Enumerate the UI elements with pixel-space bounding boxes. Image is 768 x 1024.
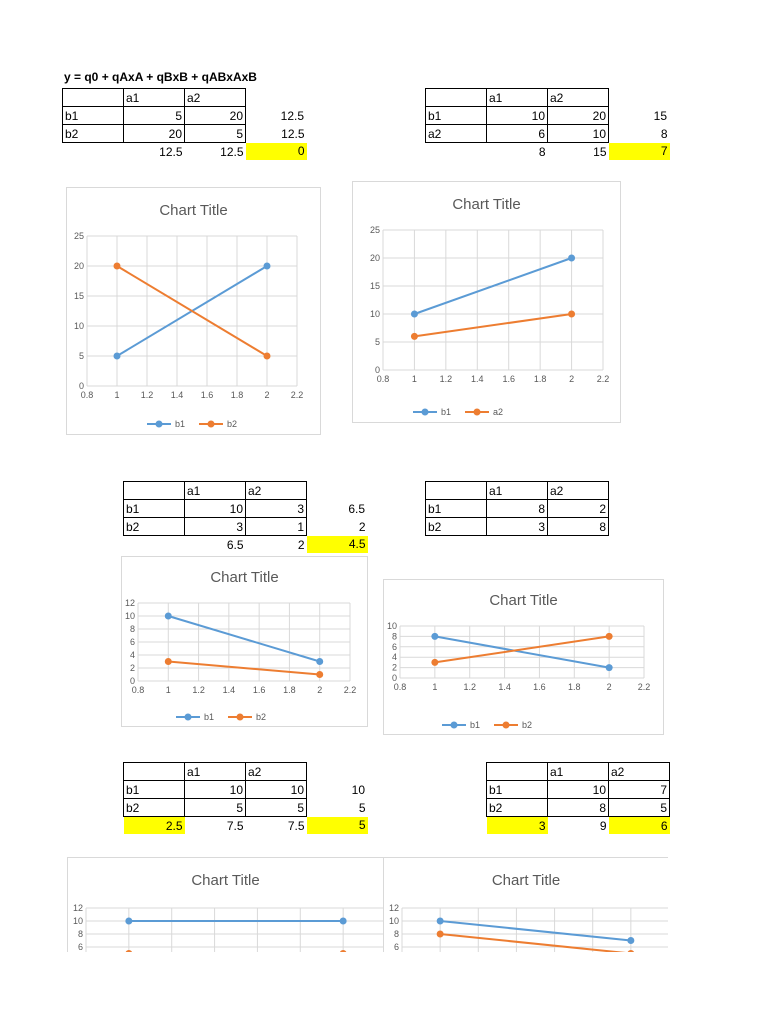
table-cell[interactable]: a2 [609,763,670,781]
table-cell[interactable]: 5 [609,799,670,817]
formula-text: y = q0 + qAxA + qBxB + qABxAxB [64,70,257,84]
table-row [124,817,368,835]
chart-svg [353,182,620,422]
data-point [125,918,132,925]
table-cell[interactable]: 10 [185,781,246,799]
legend-label: b2 [522,720,533,730]
table-cell[interactable]: 2 [548,500,609,518]
y-tick-label: 25 [73,231,84,241]
legend-marker [185,714,192,721]
table-cell[interactable]: 3 [246,500,307,518]
data-table-5 [123,762,368,834]
table-cell[interactable]: 1 [246,518,307,536]
x-tick-label: 1.2 [463,682,476,692]
x-tick-label: 2 [264,390,270,400]
table-cell[interactable]: 15 [593,144,607,159]
table-cell[interactable]: 10 [246,781,307,799]
table-cell[interactable]: a2 [185,89,246,107]
y-tick-label: 10 [124,611,135,621]
chart-title: Chart Title [159,202,228,219]
table-cell[interactable]: 12.5 [159,144,183,159]
data-table-6 [486,762,670,834]
table-cell[interactable]: 9 [599,818,607,833]
y-tick-label: 12 [388,903,399,913]
table-row [426,482,609,500]
table-cell[interactable]: b2 [63,125,124,143]
table-cell[interactable] [124,763,185,781]
x-tick-label: 1.8 [283,685,296,695]
data-point [165,613,172,620]
data-point [114,263,121,270]
data-point [316,671,323,678]
table-cell[interactable]: 2.5 [124,817,185,835]
table-cell[interactable]: a2 [548,89,609,107]
x-tick-label: 1.8 [568,682,581,692]
x-tick-label: 2.2 [596,374,610,384]
table-cell[interactable]: 7.5 [287,818,305,833]
chart-title: Chart Title [191,872,260,889]
chart-4[interactable] [383,579,664,735]
y-tick-label: 0 [374,365,380,375]
y-tick-label: 0 [129,676,135,686]
table-cell[interactable]: a2 [548,482,609,500]
chart-title: Chart Title [489,592,558,609]
table-cell[interactable] [63,89,124,107]
x-tick-label: 1.8 [533,374,547,384]
table-row [124,763,368,781]
data-point [125,950,132,952]
x-tick-label: 1.4 [471,374,484,384]
y-tick-label: 0 [78,381,84,391]
table-cell[interactable]: b1 [63,107,124,125]
y-tick-label: 12 [72,903,83,913]
x-tick-label: 1.4 [170,390,184,400]
legend-label: b1 [441,407,452,417]
table-cell[interactable]: 7 [609,781,670,799]
data-point [437,931,444,938]
table-cell[interactable]: b1 [487,781,548,799]
legend-label: b2 [256,712,267,722]
table-cell[interactable] [124,536,185,554]
legend-label: b1 [470,720,481,730]
x-tick-label: 2 [606,682,612,692]
legend-marker [503,722,510,729]
data-point [411,311,418,318]
data-point [411,333,418,340]
table-row [124,799,368,817]
table-row [487,799,670,817]
data-point [165,658,172,665]
table-cell[interactable]: 20 [185,107,246,125]
x-tick-label: 2.2 [637,682,651,692]
table-cell[interactable] [307,763,368,781]
table-row [63,143,307,161]
table-cell[interactable]: 10 [351,782,365,797]
y-tick-label: 0 [391,673,397,683]
table-row [63,89,307,107]
y-tick-label: 12 [124,598,135,608]
table-cell[interactable]: b1 [124,781,185,799]
chart-title: Chart Title [452,196,521,213]
table-cell[interactable]: 3 [487,817,548,835]
table-cell[interactable]: 5 [124,107,185,125]
chart-6[interactable] [384,857,668,991]
table-row [124,518,368,536]
data-table-2 [425,88,670,160]
table-cell[interactable]: 4.5 [307,536,368,554]
table-cell[interactable]: 8 [548,518,609,536]
legend-label: b1 [204,712,215,722]
legend-marker [156,421,163,428]
x-tick-label: 1.8 [230,390,244,400]
legend-label: b2 [227,419,238,429]
table-row [124,781,368,799]
x-tick-label: 1.6 [200,390,214,400]
y-tick-label: 6 [129,637,135,647]
data-point [606,664,613,671]
data-point [340,950,347,952]
y-tick-label: 6 [391,641,397,652]
table-row [487,763,670,781]
x-tick-label: 2 [569,374,575,384]
table-cell[interactable] [487,763,548,781]
y-tick-label: 2 [129,663,135,673]
table-cell[interactable]: 0 [246,143,307,161]
table-cell[interactable]: a1 [185,763,246,781]
table-cell[interactable]: b1 [124,500,185,518]
legend-marker [451,722,458,729]
legend-label: a2 [493,407,504,417]
table-cell[interactable] [63,143,124,161]
x-tick-label: 1 [411,374,417,384]
table-cell[interactable]: 3 [487,518,548,536]
legend-marker [474,409,481,416]
table-cell[interactable]: a2 [426,125,487,143]
legend-marker [237,714,244,721]
y-tick-label: 8 [393,929,399,939]
x-tick-label: 2.2 [343,685,357,695]
table-row [63,125,307,143]
x-tick-label: 2.2 [290,390,304,400]
table-cell[interactable]: 6.5 [226,537,244,552]
table-cell[interactable]: 10 [487,107,548,125]
table-cell[interactable]: 5 [246,799,307,817]
y-tick-label: 8 [77,929,83,939]
table-cell[interactable]: 10 [548,781,609,799]
y-tick-label: 4 [129,650,135,660]
table-row [426,89,670,107]
table-cell[interactable]: 8 [487,500,548,518]
table-row [124,536,368,554]
y-tick-label: 20 [73,261,84,271]
y-tick-label: 25 [369,225,380,235]
y-tick-label: 5 [78,351,84,361]
table-cell[interactable] [124,482,185,500]
table-cell[interactable]: 8 [538,144,546,159]
x-tick-label: 1 [165,685,171,695]
table-cell[interactable]: 6.5 [348,501,365,516]
table-cell[interactable]: a1 [487,89,548,107]
chart-svg: 024681012 [384,858,668,952]
y-tick-label: 5 [374,337,380,347]
table-cell[interactable]: b2 [124,799,185,817]
table-cell[interactable]: 7.5 [226,818,244,833]
table-cell[interactable]: 6 [609,817,670,835]
chart-svg [67,188,320,434]
data-point [568,311,575,318]
table-cell[interactable]: a1 [548,763,609,781]
table-cell[interactable] [246,89,307,107]
table-cell[interactable] [426,89,487,107]
table-cell[interactable]: 8 [548,799,609,817]
table-cell[interactable] [609,89,670,107]
table-cell[interactable]: 5 [185,125,246,143]
table-cell[interactable]: b2 [124,518,185,536]
legend-label: b1 [175,419,186,429]
table-cell[interactable]: 2 [358,519,366,534]
data-table-1 [62,88,307,160]
table-row [63,107,307,125]
data-table-4 [425,481,609,536]
chart-title: Chart Title [210,569,279,586]
table-cell[interactable]: 12.5 [280,108,304,123]
table-cell[interactable]: 8 [660,126,668,141]
x-tick-label: 1.6 [533,682,546,692]
table-cell[interactable] [307,482,368,500]
y-tick-label: 15 [73,291,84,301]
chart-title: Chart Title [491,872,561,889]
x-tick-label: 0.8 [376,374,390,384]
data-point [114,353,121,360]
x-tick-label: 1.4 [498,682,511,692]
table-row [426,107,670,125]
x-tick-label: 2 [317,685,323,695]
table-cell[interactable]: 15 [653,108,667,123]
data-point [627,950,634,952]
table-row [426,518,609,536]
data-point [264,263,271,270]
data-point [437,918,444,925]
chart-1[interactable] [66,187,321,435]
x-tick-label: 1 [114,390,120,400]
table-cell[interactable]: 20 [548,107,609,125]
table-cell[interactable]: 2 [297,537,305,552]
table-cell[interactable]: 5 [358,800,366,815]
data-point [568,255,575,262]
y-tick-label: 15 [369,281,380,291]
table-row [426,125,670,143]
table-cell[interactable]: 10 [185,500,246,518]
table-cell[interactable]: 7 [609,143,670,161]
table-cell[interactable] [426,143,487,161]
table-cell[interactable]: b2 [487,799,548,817]
table-cell[interactable]: 5 [185,799,246,817]
table-cell[interactable]: 3 [185,518,246,536]
chart-5[interactable] [67,857,384,991]
data-point [340,918,347,925]
x-tick-label: 0.8 [393,682,407,692]
y-tick-label: 6 [77,942,83,952]
y-tick-label: 2 [391,662,397,673]
table-row [426,500,609,518]
table-cell[interactable]: 12.5 [281,126,305,141]
y-tick-label: 10 [386,621,397,631]
x-tick-label: 1.2 [192,685,205,695]
y-tick-label: 4 [391,652,397,663]
y-tick-label: 10 [72,916,83,926]
legend-marker [208,421,215,428]
table-cell[interactable]: b2 [426,518,487,536]
data-point [431,633,438,640]
y-tick-label: 8 [129,624,135,634]
table-cell[interactable]: 20 [124,125,185,143]
y-tick-label: 10 [73,321,84,331]
legend-marker [422,409,429,416]
table-cell[interactable]: 6 [487,125,548,143]
table-cell[interactable]: a1 [487,482,548,500]
x-tick-label: 1.4 [222,685,236,695]
table-cell[interactable]: 5 [307,817,368,835]
x-tick-label: 1.2 [439,374,453,384]
chart-2[interactable] [352,181,621,423]
table-cell[interactable] [426,482,487,500]
table-cell[interactable]: 10 [548,125,609,143]
chart-svg: 024681012 [68,858,383,952]
table-cell[interactable]: 12.5 [220,144,244,159]
y-tick-label: 10 [369,309,380,319]
table-cell[interactable]: b1 [426,500,487,518]
x-tick-label: 1.2 [140,390,154,400]
y-tick-label: 20 [369,253,380,263]
table-row [426,143,670,161]
chart-3[interactable] [121,556,368,727]
table-cell[interactable]: b1 [426,107,487,125]
table-row [124,500,368,518]
table-row [487,817,670,835]
table-row [487,781,670,799]
table-cell[interactable]: a2 [246,482,307,500]
x-tick-label: 1.6 [502,374,515,384]
table-cell[interactable]: a2 [246,763,307,781]
x-tick-label: 0.8 [131,685,145,695]
table-row [124,482,368,500]
y-tick-label: 6 [393,942,399,952]
y-tick-label: 10 [388,916,399,926]
data-point [431,659,438,666]
data-point [627,937,634,944]
table-cell[interactable]: a1 [124,89,185,107]
x-tick-label: 1.6 [252,685,266,695]
y-tick-label: 8 [391,631,397,642]
table-cell[interactable]: a1 [185,482,246,500]
data-point [316,658,323,665]
data-point [606,633,613,640]
x-tick-label: 0.8 [80,390,94,400]
data-table-3 [123,481,368,553]
series-line-a2 [414,314,571,336]
x-tick-label: 1 [432,682,438,692]
data-point [264,353,271,360]
